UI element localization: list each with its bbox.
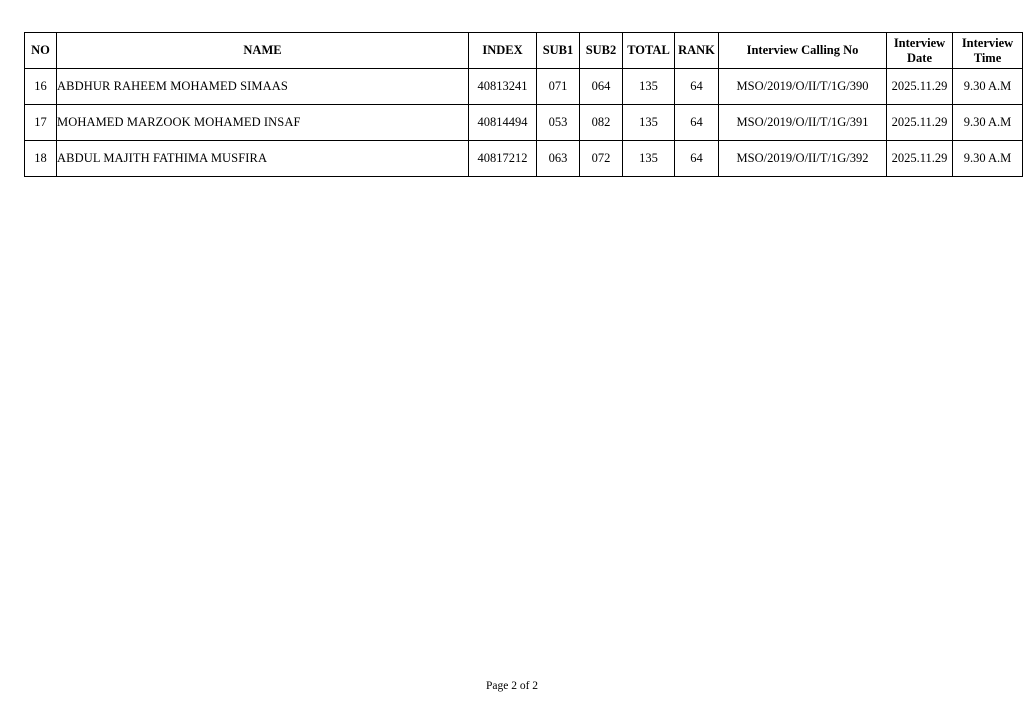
column-header-total: TOTAL bbox=[623, 33, 675, 69]
cell-total: 135 bbox=[623, 69, 675, 105]
results-table bbox=[24, 32, 1023, 177]
cell-interview-calling-no: MSO/2019/O/II/T/1G/391 bbox=[719, 105, 887, 141]
table-row bbox=[25, 105, 1023, 141]
cell-no: 16 bbox=[25, 69, 57, 105]
table-row bbox=[25, 69, 1023, 105]
cell-index: 40817212 bbox=[469, 141, 537, 177]
column-header-interview-time bbox=[953, 33, 1023, 69]
column-header-interview-date bbox=[887, 33, 953, 69]
cell-interview-time: 9.30 A.M bbox=[953, 141, 1023, 177]
cell-interview-date: 2025.11.29 bbox=[887, 105, 953, 141]
cell-interview-calling-no: MSO/2019/O/II/T/1G/390 bbox=[719, 69, 887, 105]
column-header-index: INDEX bbox=[469, 33, 537, 69]
column-header-no: NO bbox=[25, 33, 57, 69]
column-header-name: NAME bbox=[57, 33, 469, 69]
cell-name: MOHAMED MARZOOK MOHAMED INSAF bbox=[57, 105, 469, 141]
cell-total: 135 bbox=[623, 141, 675, 177]
column-header-rank: RANK bbox=[675, 33, 719, 69]
cell-interview-time: 9.30 A.M bbox=[953, 69, 1023, 105]
table-header-row bbox=[25, 33, 1023, 69]
cell-sub2: 072 bbox=[580, 141, 623, 177]
cell-index: 40813241 bbox=[469, 69, 537, 105]
cell-name: ABDHUR RAHEEM MOHAMED SIMAAS bbox=[57, 69, 469, 105]
cell-interview-time: 9.30 A.M bbox=[953, 105, 1023, 141]
column-header-interview-date-line1: Interview bbox=[893, 36, 946, 51]
cell-index: 40814494 bbox=[469, 105, 537, 141]
cell-interview-calling-no: MSO/2019/O/II/T/1G/392 bbox=[719, 141, 887, 177]
cell-sub1: 053 bbox=[537, 105, 580, 141]
cell-sub2: 064 bbox=[580, 69, 623, 105]
column-header-interview-time-line2: Time bbox=[973, 50, 1002, 65]
cell-rank: 64 bbox=[675, 105, 719, 141]
cell-name: ABDUL MAJITH FATHIMA MUSFIRA bbox=[57, 141, 469, 177]
cell-sub1: 071 bbox=[537, 69, 580, 105]
cell-rank: 64 bbox=[675, 69, 719, 105]
cell-sub2: 082 bbox=[580, 105, 623, 141]
column-header-sub2: SUB2 bbox=[580, 33, 623, 69]
cell-sub1: 063 bbox=[537, 141, 580, 177]
results-table-container bbox=[24, 32, 1014, 177]
table-body bbox=[25, 69, 1023, 177]
table-header bbox=[25, 33, 1023, 69]
cell-no: 17 bbox=[25, 105, 57, 141]
cell-interview-date: 2025.11.29 bbox=[887, 141, 953, 177]
column-header-sub1: SUB1 bbox=[537, 33, 580, 69]
column-header-interview-time-line1: Interview bbox=[961, 36, 1014, 51]
table-row bbox=[25, 141, 1023, 177]
column-header-interview-date-line2: Date bbox=[907, 50, 932, 65]
column-header-interview-calling-no: Interview Calling No bbox=[719, 33, 887, 69]
cell-interview-date: 2025.11.29 bbox=[887, 69, 953, 105]
cell-no: 18 bbox=[25, 141, 57, 177]
cell-total: 135 bbox=[623, 105, 675, 141]
cell-rank: 64 bbox=[675, 141, 719, 177]
page-footer: Page 2 of 2 bbox=[485, 680, 539, 692]
